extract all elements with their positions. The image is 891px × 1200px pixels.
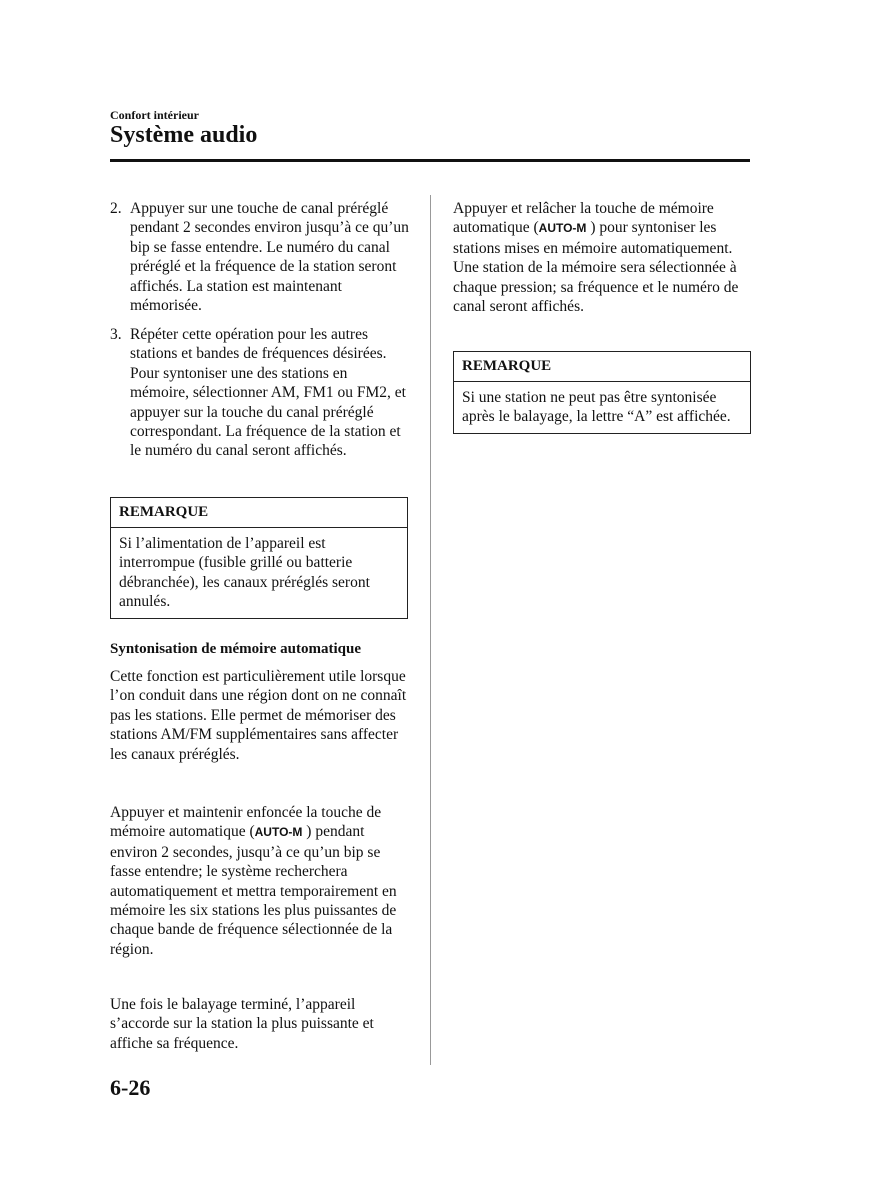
column-divider [430, 195, 431, 1065]
note-box [110, 497, 408, 619]
list-item-3 [110, 325, 410, 461]
paragraph: Une fois le balayage terminé, l’appareil s’accorde sur la station la plus puissante et affiche sa fréquence. [110, 996, 374, 1052]
note-title: REMARQUE [111, 498, 407, 528]
paragraph: Cette fonction est particulièrement utile lorsque l’on conduit dans une région dont on ne connaît pas les stations. Elle permet de mémoriser des stations AM/FM supplémentaires sans affecter les canaux préréglés. [110, 668, 407, 763]
section-label: Confort intérieur [110, 108, 199, 122]
note-title: REMARQUE [454, 352, 750, 382]
list-number: 3. [110, 326, 122, 343]
subheading: Syntonisation de mémoire automatique [110, 641, 361, 657]
page-number: 6-26 [110, 1075, 151, 1100]
paragraph: Appuyer et relâcher la touche de mémoire automatique (AUTO-M ) pour syntoniser les stations mises en mémoire automatiquement. Une station de la mémoire sera sélectionnée à chaque pression; sa fréquence et le numéro de canal seront affichés. [453, 200, 739, 316]
list-number: 2. [110, 200, 122, 217]
page-title: Système audio [110, 122, 258, 148]
auto-m-key: AUTO-M [538, 221, 587, 236]
note-text: Si une station ne peut pas être syntonisée après le balayage, la lettre “A” est affichée. [462, 389, 731, 426]
note-text: Si l’alimentation de l’appareil est interrompue (fusible grillé ou batterie débranchée), les canaux préréglés seront annulés. [119, 535, 370, 611]
auto-m-key: AUTO-M [254, 825, 303, 840]
paragraph: Appuyer et maintenir enfoncée la touche de mémoire automatique (AUTO-M ) pendant environ 2 secondes, jusqu’à ce qu’un bip se fasse entendre; le système recherchera automatiquement et mettra temporairement en mémoire les six stations les plus puissantes de chaque bande de fréquence sélectionnée de la région. [110, 804, 397, 958]
list-item-2 [110, 199, 410, 315]
note-box [453, 351, 751, 434]
list-text: Appuyer sur une touche de canal préréglé pendant 2 secondes environ jusqu’à ce qu’un bip se fasse entendre. Le numéro du canal préréglé et la fréquence de la station seront affichés. La station est maintenant mémorisée. [130, 200, 409, 315]
list-text: Répéter cette opération pour les autres stations et bandes de fréquences désirées. Pour syntoniser une des stations en mémoire, sélectionner AM, FM1 ou FM2, et appuyer sur la touche du canal préréglé correspondant. La fréquence de la station et le numéro du canal seront affichés. [130, 326, 406, 460]
title-rule [110, 159, 750, 162]
